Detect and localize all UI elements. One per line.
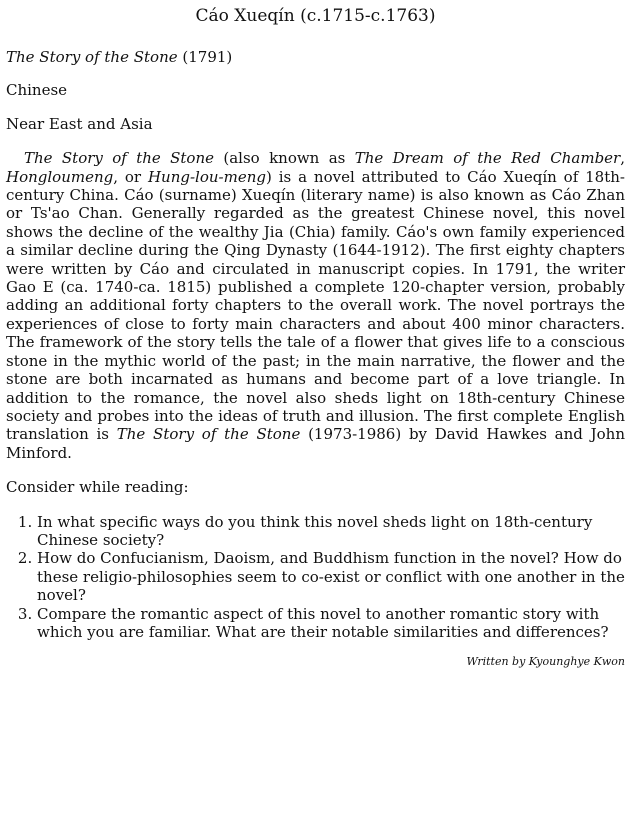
consider-label: Consider while reading: <box>6 478 189 497</box>
work-title: The Story of the Stone <box>6 48 178 66</box>
document-page <box>6 0 625 669</box>
body-title-1: The Story of the Stone <box>24 149 215 168</box>
body-paragraph <box>6 149 625 462</box>
body-text-10: (1973-1986) by David Hawkes and John Minford. <box>6 425 625 462</box>
body-title-9: The Story of the Stone <box>116 425 301 444</box>
page-title: Cáo Xueqín (c.1715-c.1763) <box>195 6 436 26</box>
work-line <box>6 48 625 66</box>
region-line: Near East and Asia <box>6 114 153 133</box>
body-text-4: , <box>620 149 625 168</box>
question-item: 3. Compare the romantic aspect of this novel to another romantic story with which you are familiar. What are their notable similarities and differences? <box>37 605 625 642</box>
work-year: (1791) <box>182 48 233 66</box>
body-text-2: (also known as <box>214 149 355 168</box>
body-text-6: , or <box>113 167 148 186</box>
body-text-8: ) is a novel attributed to Cáo Xueqín of 18th-century China. Cáo (surname) Xueqín (literary name) is also known as Cáo Zhan or Ts'ao Chan. Generally regarded as the greatest Chinese novel, this novel shows the decline of the wealthy Jia (Chia) family. Cáo's own family experienced a similar decline during the Qing Dynasty (1644-1912). The first eighty chapters were written by Cáo and circulated in manuscript copies. In 1791, the writer Gao E (ca. 1740-ca. 1815) published a complete 120-chapter version, probably adding an additional forty chapters to the overall work. The novel portrays the experiences of close to forty main characters and about 400 minor characters. The framework of the story tells the tale of a flower that gives life to a conscious stone in the mythic world of the past; in the main narrative, the flower and the stone are both incarnated as humans and become part of a love triangle. In addition to the romance, the novel also sheds light on 18th-century Chinese society and probes into the ideas of truth and illusion. The first complete English translation is <box>6 167 625 444</box>
question-item: 2. How do Confucianism, Daoism, and Buddhism function in the novel? How do these religio-philosophies seem to co-exist or conflict with one another in the novel? <box>37 549 625 604</box>
question-list <box>6 513 625 642</box>
body-title-5: Hongloumeng <box>6 167 114 186</box>
author-credit: Written by Kyounghye Kwon <box>466 655 625 669</box>
language-line: Chinese <box>6 81 68 100</box>
body-title-7: Hung-lou-meng <box>147 167 266 186</box>
question-item: 1. In what specific ways do you think this novel sheds light on 18th-century Chinese society? <box>37 513 625 550</box>
body-title-3: The Dream of the Red Chamber <box>354 149 621 168</box>
